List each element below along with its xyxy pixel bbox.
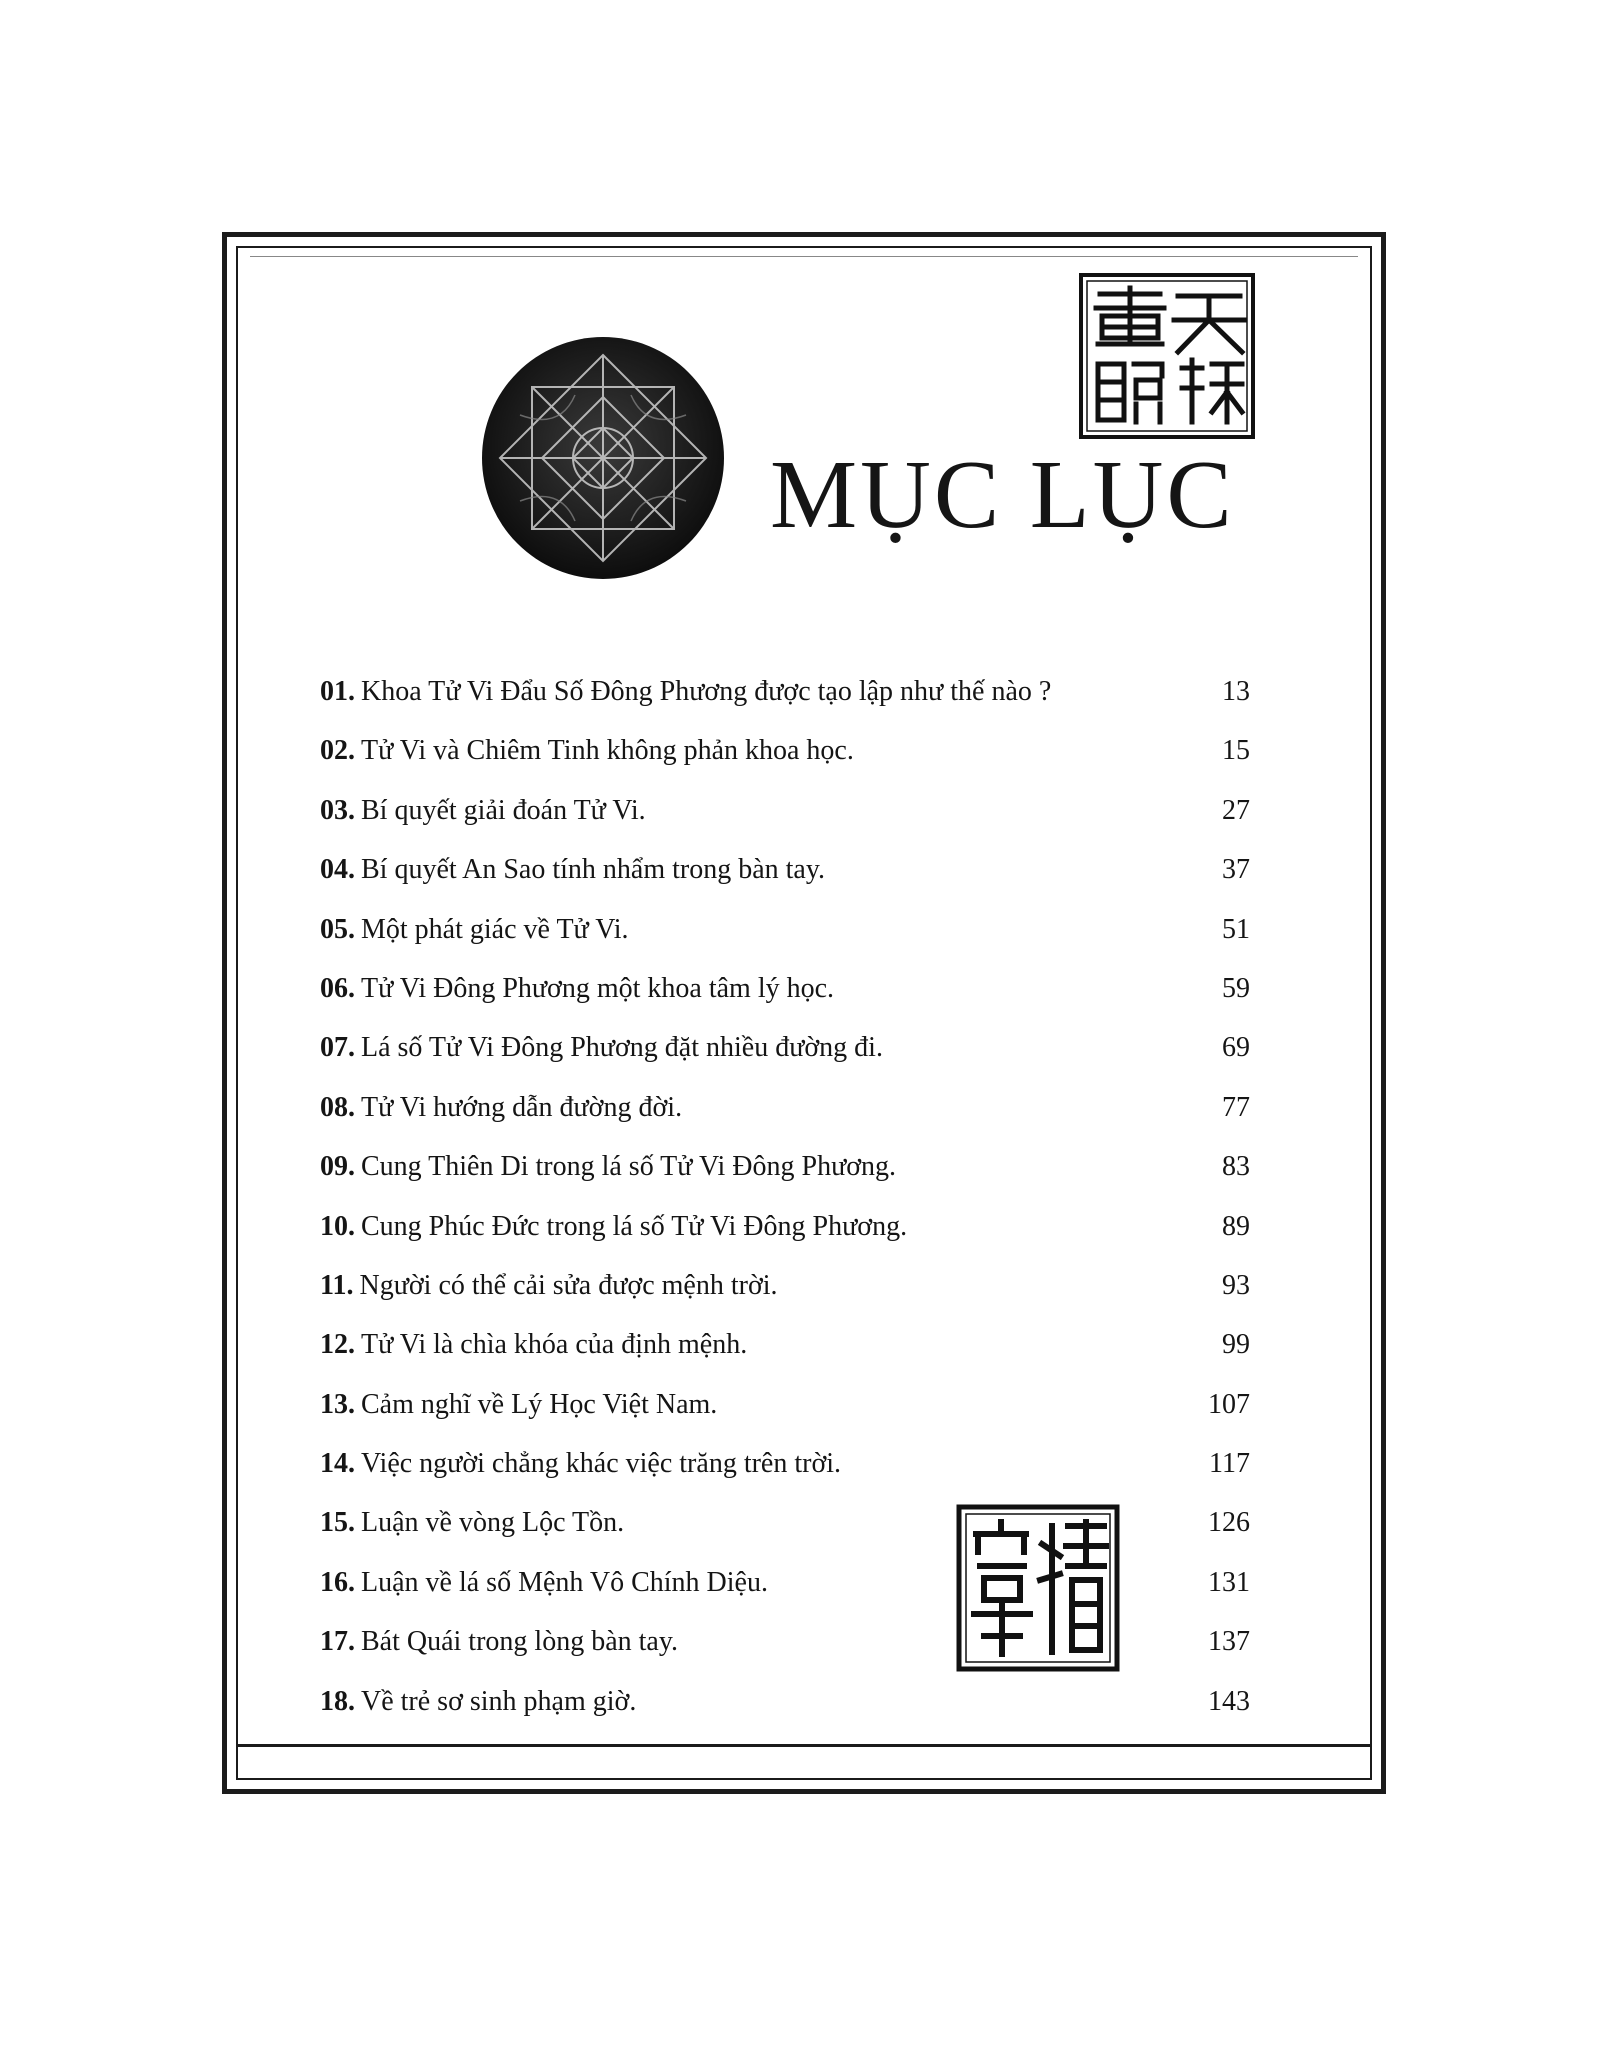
toc-entry-title: Luận về vòng Lộc Tồn. (361, 1507, 625, 1539)
toc-entry-number: 12. (320, 1329, 355, 1361)
toc-entry-number: 01. (320, 676, 355, 707)
bagua-emblem-icon (480, 335, 726, 581)
top-rule (250, 256, 1358, 257)
toc-entry-number: 09. (320, 1151, 355, 1183)
toc-entry-number: 03. (320, 794, 355, 826)
toc-entry-title: Bí quyết giải đoán Tử Vi. (361, 794, 646, 826)
toc-entry[interactable] (320, 1612, 1320, 1671)
toc-entry-title: Luận về lá số Mệnh Vô Chính Diệu. (361, 1566, 768, 1598)
toc-entry[interactable] (320, 1078, 1320, 1137)
toc-entry-number: 17. (320, 1626, 355, 1658)
toc-entry-title: Cung Phúc Đức trong lá số Tử Vi Đông Phương. (361, 1210, 908, 1242)
seal-thanh-ninh-icon (956, 1504, 1120, 1672)
toc-entry-page: 13 (1222, 676, 1250, 707)
toc-entry-page: 69 (1222, 1032, 1250, 1064)
toc-entry-title: Một phát giác về Tử Vi. (361, 913, 629, 945)
toc-entry-number: 13. (320, 1388, 355, 1420)
toc-entry-title: Việc người chẳng khác việc trăng trên trời. (361, 1448, 842, 1480)
toc-entry-number: 02. (320, 735, 355, 767)
toc-entry-page: 93 (1222, 1269, 1250, 1301)
toc-entry-title: Khoa Tử Vi Đẩu Số Đông Phương được tạo lập như thế nào ? (361, 676, 1052, 707)
toc-entry-page: 59 (1222, 972, 1250, 1004)
toc-entry[interactable] (320, 900, 1320, 959)
toc-entry-page: 77 (1222, 1091, 1250, 1123)
toc-entry-page: 99 (1222, 1329, 1250, 1361)
toc-entry-number: 06. (320, 972, 355, 1004)
toc-entry[interactable] (320, 1018, 1320, 1077)
toc-entry-page: 51 (1222, 913, 1250, 945)
toc-entry-page: 89 (1222, 1210, 1250, 1242)
toc-entry-title: Bát Quái trong lòng bàn tay. (361, 1626, 679, 1658)
toc-entry[interactable] (320, 1256, 1320, 1315)
toc-entry-title: Cảm nghĩ về Lý Học Việt Nam. (361, 1388, 718, 1420)
toc-entry[interactable] (320, 721, 1320, 780)
toc-entry[interactable] (320, 1493, 1320, 1552)
seal-thien-loc-thu-vien-icon (1078, 272, 1256, 440)
toc-entry-page: 107 (1208, 1388, 1250, 1420)
toc-entry-page: 131 (1208, 1566, 1250, 1598)
toc-entry-title: Về trẻ sơ sinh phạm giờ. (361, 1685, 637, 1717)
toc-entry-page: 15 (1222, 735, 1250, 767)
toc-entry-number: 07. (320, 1032, 355, 1064)
toc-entry-number: 08. (320, 1091, 355, 1123)
page-title: MỤC LỤC (770, 441, 1235, 549)
toc-entry[interactable] (320, 1553, 1320, 1612)
toc-entry-page: 117 (1209, 1448, 1250, 1480)
toc-entry-title: Người có thể cải sửa được mệnh trời. (359, 1269, 778, 1301)
toc-entry-number: 11. (320, 1269, 354, 1301)
toc-entry-page: 27 (1222, 794, 1250, 826)
toc-entry-number: 18. (320, 1685, 355, 1717)
toc-entry-number: 15. (320, 1507, 355, 1539)
toc-entry-page: 126 (1208, 1507, 1250, 1539)
toc-entry[interactable] (320, 662, 1320, 721)
bottom-rule (236, 1744, 1372, 1747)
toc-entry[interactable] (320, 1434, 1320, 1493)
toc-entry[interactable] (320, 781, 1320, 840)
toc-entry[interactable] (320, 959, 1320, 1018)
toc-entry-number: 10. (320, 1210, 355, 1242)
toc-entry[interactable] (320, 1375, 1320, 1434)
toc-entry-page: 37 (1222, 854, 1250, 886)
toc-entry-number: 04. (320, 854, 355, 886)
toc-entry[interactable] (320, 1315, 1320, 1374)
toc-entry-page: 143 (1208, 1685, 1250, 1717)
toc-entry-title: Lá số Tử Vi Đông Phương đặt nhiều đường đi. (361, 1032, 883, 1064)
toc-entry-title: Cung Thiên Di trong lá số Tử Vi Đông Phương. (361, 1151, 897, 1183)
toc-entry-title: Bí quyết An Sao tính nhẩm trong bàn tay. (361, 854, 826, 886)
toc-entry[interactable] (320, 1672, 1320, 1731)
toc-entry-number: 16. (320, 1566, 355, 1598)
toc-entry-title: Tử Vi và Chiêm Tinh không phản khoa học. (361, 735, 854, 767)
toc-entry[interactable] (320, 1137, 1320, 1196)
toc-entry-page: 83 (1222, 1151, 1250, 1183)
toc-entry-title: Tử Vi hướng dẫn đường đời. (361, 1091, 683, 1123)
toc-entry-number: 14. (320, 1448, 355, 1480)
toc-entry-title: Tử Vi là chìa khóa của định mệnh. (361, 1329, 748, 1361)
table-of-contents (320, 662, 1320, 1731)
toc-entry[interactable] (320, 1197, 1320, 1256)
toc-entry-number: 05. (320, 913, 355, 945)
toc-entry-page: 137 (1208, 1626, 1250, 1658)
toc-entry-title: Tử Vi Đông Phương một khoa tâm lý học. (361, 972, 835, 1004)
toc-entry[interactable] (320, 840, 1320, 899)
